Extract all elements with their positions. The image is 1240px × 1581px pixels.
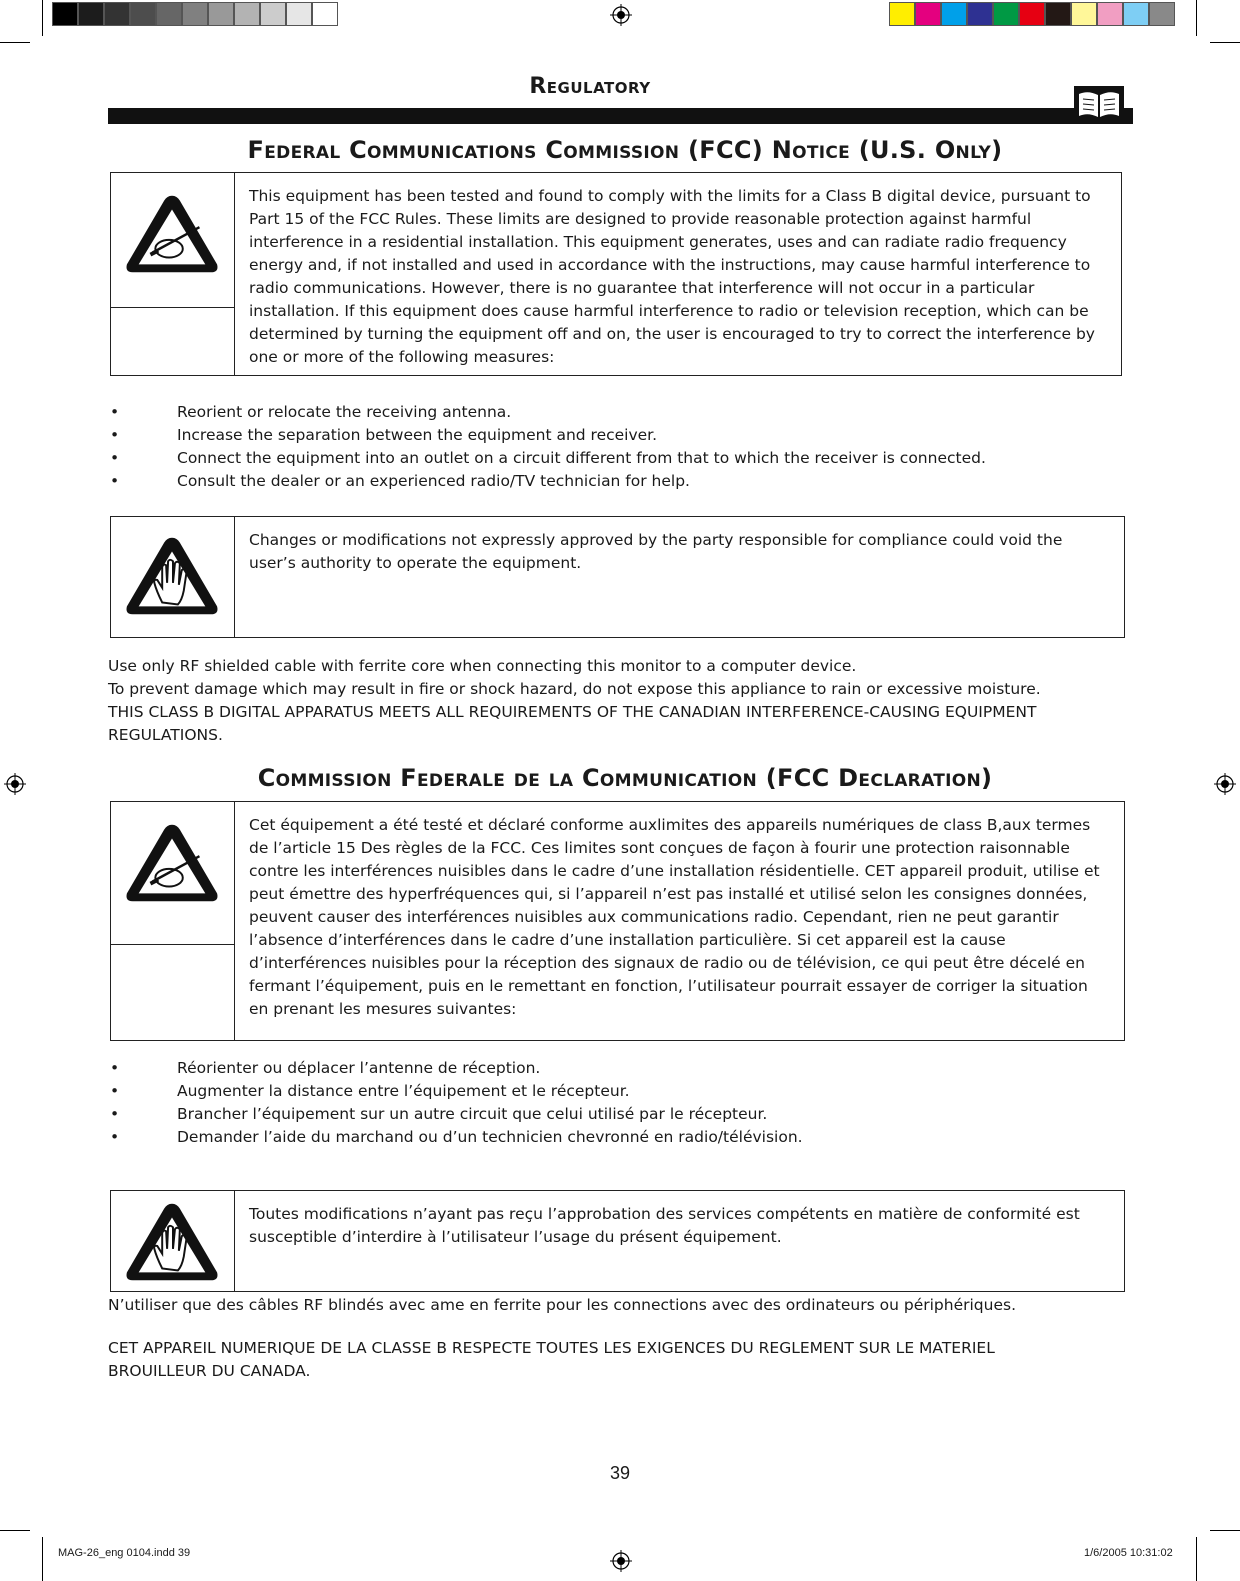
color-swatch <box>1071 2 1097 26</box>
print-slug-file: MAG-26_eng 0104.indd 39 <box>58 1547 191 1559</box>
crop-mark <box>1210 42 1240 43</box>
hand-stop-warning-icon <box>123 533 221 619</box>
fcc-fr-warning-box <box>110 1190 1125 1292</box>
crop-mark <box>42 1537 43 1581</box>
icon-column <box>111 1191 235 1291</box>
icon-column <box>111 802 235 1040</box>
fcc-notice-box <box>110 172 1122 376</box>
fr-canadian-regulation-note: CET APPAREIL NUMERIQUE DE LA CLASSE B RESPECTE TOUTES LES EXIGENCES DU REGLEMENT SUR LE MATERIEL BROUILLEUR DU CANADA. <box>108 1339 995 1380</box>
open-book-icon <box>1074 86 1124 122</box>
color-swatch <box>915 2 941 26</box>
gray-swatch <box>208 2 234 26</box>
hand-stop-warning-icon <box>123 1199 221 1285</box>
crop-mark <box>1210 1530 1240 1531</box>
moisture-warning: To prevent damage which may result in fire or shock hazard, do not expose this appliance to rain or excessive moisture. <box>108 680 1041 698</box>
crop-mark <box>0 1530 30 1531</box>
page-number: 39 <box>609 1463 631 1483</box>
color-swatch <box>967 2 993 26</box>
gray-swatch <box>52 2 78 26</box>
icon-column <box>111 173 235 375</box>
gray-swatch <box>156 2 182 26</box>
fcc-fr-title: Commission Federale de la Communication (FCC Declaration) <box>257 764 993 792</box>
fcc-warning-text: Changes or modifications not expressly approved by the party responsible for compliance could void the user’s authority to operate the equipment. <box>249 531 1063 572</box>
gray-swatch <box>312 2 338 26</box>
print-slug-timestamp: 1/6/2005 10:31:02 <box>1084 1547 1173 1559</box>
gray-swatch <box>130 2 156 26</box>
color-swatch <box>1097 2 1123 26</box>
gray-swatch <box>234 2 260 26</box>
crop-mark <box>42 0 43 36</box>
rf-cable-note: Use only RF shielded cable with ferrite core when connecting this monitor to a computer device. <box>108 657 857 675</box>
fcc-notice-text: This equipment has been tested and found to comply with the limits for a Class B digital device, pursuant to Part 15 of the FCC Rules. These limits are designed to provide reasonable protection against harmful interference in a residential installation. This equipment generates, uses and can radiate radio frequency energy and, if not installed and used in accordance with the instructions, may cause harmful interference to radio communications. However, there is no guarantee that interference will not occur in a particular installation. If this equipment does cause harmful interference to radio or television reception, which can be determined by turning the equipment off and on, the user is encouraged to try to correct the interference by one or more of the following measures: <box>249 187 1095 366</box>
pen-note-warning-icon <box>123 820 221 906</box>
gray-swatch <box>78 2 104 26</box>
fcc-warning-box <box>110 516 1125 638</box>
gray-swatch <box>286 2 312 26</box>
header-rule <box>108 108 1133 124</box>
registration-mark-icon <box>610 1550 632 1572</box>
gray-swatch <box>260 2 286 26</box>
crop-mark <box>0 42 30 43</box>
color-swatch <box>993 2 1019 26</box>
fr-rf-cable-note: N’utiliser que des câbles RF blindés avec ame en ferrite pour les connections avec des ordinateurs ou périphériques. <box>108 1296 1016 1314</box>
pen-note-warning-icon <box>123 191 221 277</box>
gray-swatch <box>182 2 208 26</box>
registration-mark-icon <box>610 4 632 26</box>
canadian-regulation-note: THIS CLASS B DIGITAL APPARATUS MEETS ALL REQUIREMENTS OF THE CANADIAN INTERFERENCE-CAUSING EQUIPMENT REGULATIONS. <box>108 703 1037 744</box>
color-swatch <box>1019 2 1045 26</box>
color-swatch <box>1045 2 1071 26</box>
fcc-fr-notice-box <box>110 801 1125 1041</box>
fcc-fr-warning-text: Toutes modifications n’ayant pas reçu l’approbation des services compétents en matière de conformité est susceptible d’interdire à l’utilisateur l’usage du présent équipement. <box>249 1205 1080 1246</box>
fcc-fr-notice-text: Cet équipement a été testé et déclaré conforme auxlimites des appareils numériques de class B,aux termes de l’article 15 Des règles de la FCC. Ces limites sont conçues de façon à fourir une protection raisonnable contre les interférences nuisibles dans le cadre d’une installation résidentielle. CET appareil produit, utilise et peut émettre des hyperfréquences qui, si l’appareil n’est pas installé et utilisé selon les consignes données, peuvent causer des interférences nuisibles aux communications radio. Cependant, rien ne peut garantir l’absence d’interférences dans le cadre d’une installation particulière. Si cet appareil est la cause d’interférences nuisibles pour la réception des signaux de radio ou de télévision, ce qui peut être décelé en fermant l’équipement, puis en le remettant en fonction, l’utilisateur pourrait essayer de corriger la situation en prenant les mesures suivantes: <box>249 816 1100 1018</box>
color-swatch <box>889 2 915 26</box>
crop-mark <box>1196 0 1197 36</box>
color-swatch <box>941 2 967 26</box>
color-swatch <box>1123 2 1149 26</box>
gray-swatch <box>104 2 130 26</box>
fcc-us-title: Federal Communications Commission (FCC) Notice (U.S. Only) <box>247 136 1003 164</box>
icon-column <box>111 517 235 637</box>
color-swatch <box>1149 2 1175 26</box>
page-header-title: Regulatory <box>529 74 651 99</box>
crop-mark <box>1196 1537 1197 1581</box>
